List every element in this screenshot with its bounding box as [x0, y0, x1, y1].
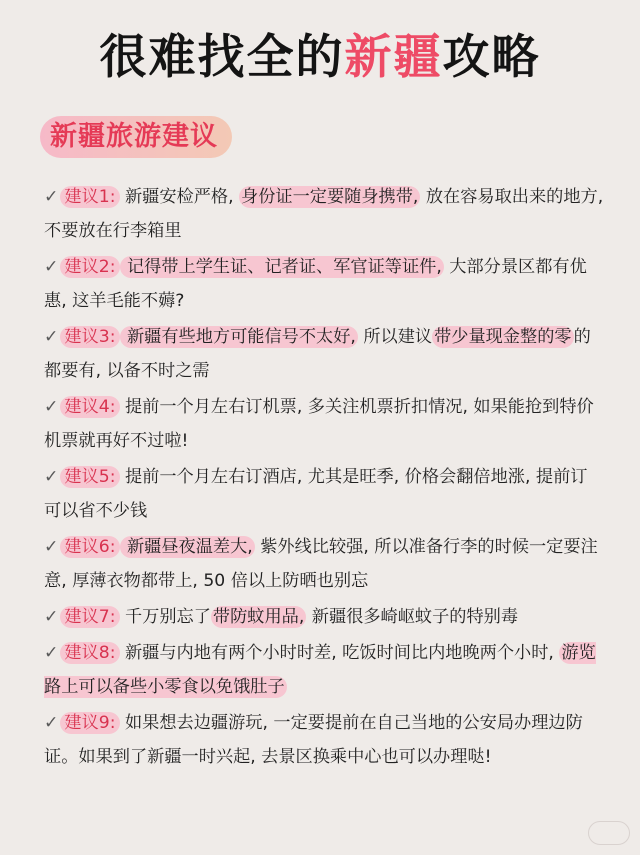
tip-label: 建议3: [60, 326, 119, 348]
tip-label: 建议1: [60, 186, 119, 208]
section-badge [40, 116, 232, 158]
tip-text: 大部分景区都有优惠, 这羊毛能不薅? [44, 257, 587, 311]
tip-item [44, 600, 604, 634]
tip-label: 建议6: [60, 536, 119, 558]
tip-text: 的都要有, 以备不时之需 [44, 327, 591, 381]
check-icon: ✓ [44, 713, 59, 733]
check-icon: ✓ [44, 537, 59, 557]
tip-item [44, 250, 604, 318]
tip-text: 新疆与内地有两个小时时差, 吃饭时间比内地晚两个小时, [119, 643, 560, 663]
check-icon: ✓ [44, 257, 59, 277]
tip-highlight-text: 记得带上学生证、记者证、军官证等证件, [121, 257, 442, 277]
check-icon: ✓ [44, 187, 59, 207]
tip-label: 建议2: [60, 256, 119, 278]
tip-highlight-text: 带少量现金整的零 [434, 327, 572, 347]
tip-text: 所以建议 [357, 327, 433, 347]
tip-highlight-text: 身份证一定要随身携带, [241, 187, 419, 207]
page-title [0, 20, 640, 87]
title-part2: 攻略 [442, 30, 541, 85]
check-icon: ✓ [44, 607, 59, 627]
tips-list [44, 180, 604, 776]
tip-item [44, 320, 604, 388]
tip-text: 如果想去边疆游玩, 一定要提前在自己当地的公安局办理边防证。如果到了新疆一时兴起, 去景区换乘中心也可以办理哒! [44, 713, 583, 767]
tip-label: 建议7: [60, 606, 119, 628]
tip-label: 建议4: [60, 396, 119, 418]
tip-label: 建议5: [60, 466, 119, 488]
tip-text: 新疆安检严格, [119, 187, 240, 207]
tip-label: 建议8: [60, 642, 119, 664]
tip-highlight-text: 带防蚊用品, [212, 607, 305, 627]
check-icon: ✓ [44, 327, 59, 347]
tip-item [44, 636, 604, 704]
check-icon: ✓ [44, 397, 59, 417]
tip-highlight-text: 新疆有些地方可能信号不太好, [121, 327, 356, 347]
tip-item [44, 390, 604, 458]
tip-item [44, 530, 604, 598]
tip-text: 千万别忘了 [119, 607, 211, 627]
section-badge-label: 新疆旅游建议 [50, 121, 218, 152]
tip-highlight-text: 新疆昼夜温差大, [121, 537, 253, 557]
tip-item [44, 180, 604, 248]
tip-item [44, 460, 604, 528]
title-part1: 很难找全的 [99, 30, 345, 85]
tip-text: 新疆很多崎岖蚊子的特别毒 [306, 607, 519, 627]
tip-item [44, 706, 604, 774]
check-icon: ✓ [44, 467, 59, 487]
tip-text: 提前一个月左右订机票, 多关注机票折扣情况, 如果能抢到特价机票就再好不过啦! [44, 397, 594, 451]
tip-highlight-text: 游览路上可以备些小零食以免饿肚子 [44, 643, 596, 697]
title-highlight: 新疆 [344, 30, 443, 85]
tip-text: 紫外线比较强, 所以准备行李的时候一定要注意, 厚薄衣物都带上, 50 倍以上防晒也别忘 [44, 537, 598, 591]
check-icon: ✓ [44, 643, 59, 663]
tip-text: 提前一个月左右订酒店, 尤其是旺季, 价格会翻倍地涨, 提前订可以省不少钱 [44, 467, 588, 521]
tip-text: 放在容易取出来的地方, 不要放在行李箱里 [44, 187, 604, 241]
tip-label: 建议9: [60, 712, 119, 734]
watermark-icon [588, 821, 630, 845]
